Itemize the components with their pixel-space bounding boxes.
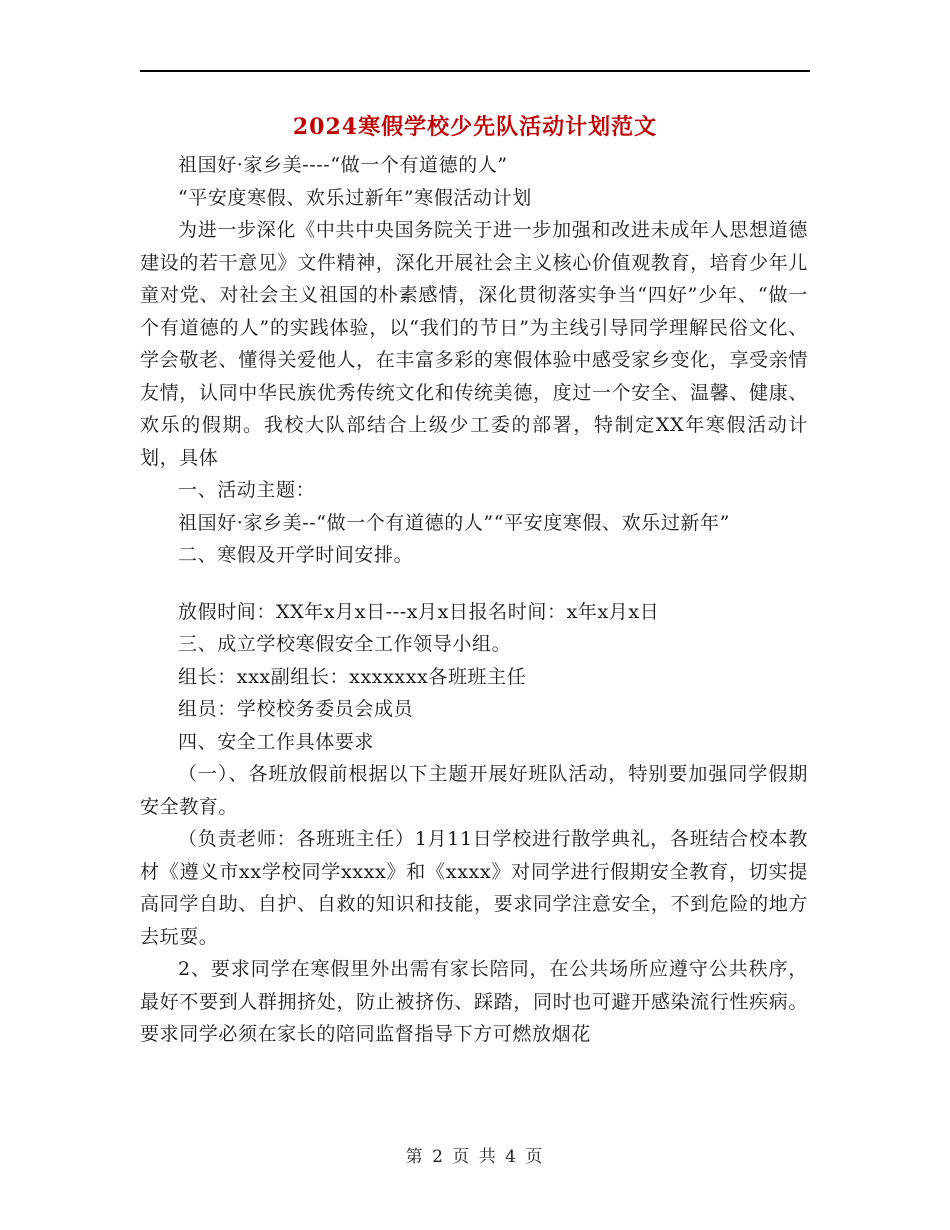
header-rule <box>140 70 810 72</box>
leader-paragraph: 组长：xxx副组长：xxxxxxx各班班主任 <box>178 665 527 688</box>
subtitle-line-1: 祖国好·家乡美----“做一个有道德的人” <box>178 154 508 176</box>
document-body <box>140 149 808 1051</box>
section-heading-theme: 一、活动主题： <box>178 479 316 501</box>
requirement-2-paragraph: 2、要求同学在寒假里外出需有家长陪同，在公共场所应遵守公共秩序，最好不要到人群拥挤处，防止被挤伤、踩踏，同时也可避开感染流行性疾病。要求同学必须在家长的陪同监督指导下方可燃放烟花 <box>140 958 808 1045</box>
section-heading-schedule: 二、寒假及开学时间安排。 <box>178 544 414 566</box>
theme-paragraph: 祖国好·家乡美--“做一个有道德的人”“平安度寒假、欢乐过新年” <box>178 511 730 534</box>
requirement-1-paragraph: （一）、各班放假前根据以下主题开展好班队活动，特别要加强同学假期安全教育。 <box>140 763 808 818</box>
members-paragraph: 组员：学校校务委员会成员 <box>178 698 414 720</box>
section-heading-requirements: 四、安全工作具体要求 <box>178 730 375 753</box>
teacher-responsibility-paragraph: （负责老师：各班班主任）1月11日学校进行散学典礼，各班结合校本教材《遵义市xx学校同学xxxx》和《xxxx》对同学进行假期安全教育，切实提高同学自助、自护、自救的知识和技能，要求同学注意安全，不到危险的地方去玩耍。 <box>140 828 808 948</box>
schedule-paragraph: 放假时间：XX年x月x日---x月x日报名时间：x年x月x日 <box>178 600 660 623</box>
intro-paragraph: 为进一步深化《中共中央国务院关于进一步加强和改进未成年人思想道德建设的若干意见》文件精神，深化开展社会主义核心价值观教育，培育少年儿童对党、对社会主义祖国的朴素感情，深化贯彻落实争当“四好”少年、“做一个有道德的人”的实践体验，以“我们的节日”为主线引导同学理解民俗文化、学会敬老、懂得关爱他人，在丰富多彩的寒假体验中感受家乡变化，享受亲情友情，认同中华民族优秀传统文化和传统美德，度过一个安全、温馨、健康、欢乐的假期。我校大队部结合上级少工委的部署，特制定XX年寒假活动计划，具体 <box>140 219 808 469</box>
subtitle-line-2: “平安度寒假、欢乐过新年”寒假活动计划 <box>178 186 532 209</box>
page-number: 第 2 页 共 4 页 <box>405 1147 545 1167</box>
document-title: 2024寒假学校少先队活动计划范文 <box>292 114 658 140</box>
section-heading-leadership: 三、成立学校寒假安全工作领导小组。 <box>178 633 512 655</box>
blank-line <box>140 572 808 596</box>
